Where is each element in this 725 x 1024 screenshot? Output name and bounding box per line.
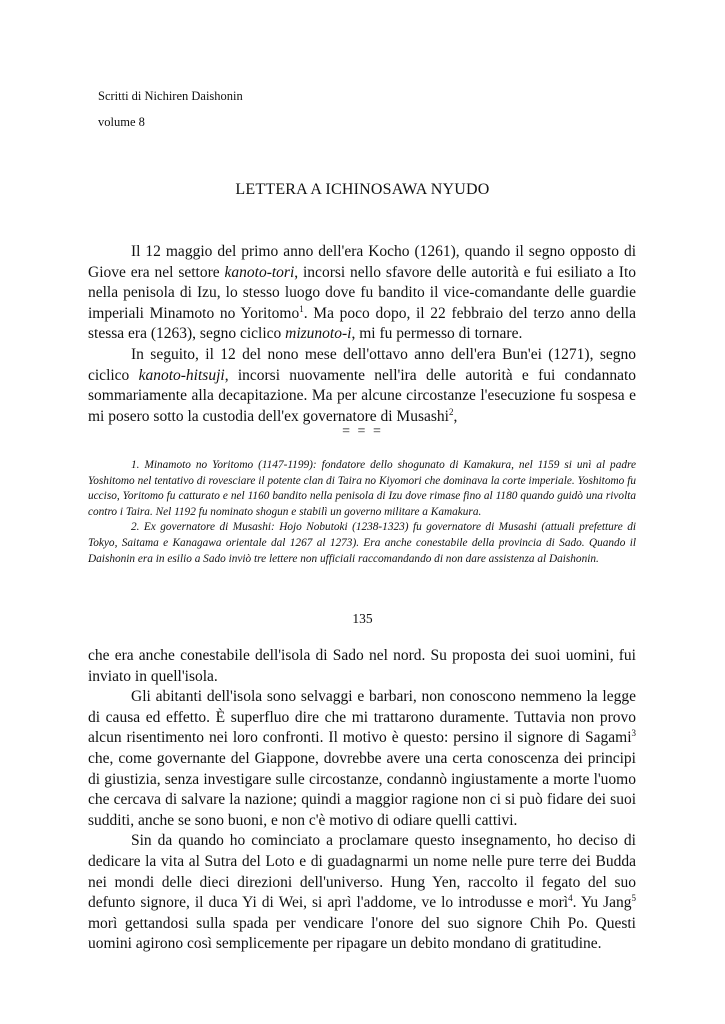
text-run: Il 12 maggio del primo anno dell'era Kocho (1261), quando il segno opposto di Giove era nel settore [88, 243, 636, 281]
text-run: Sin da quando ho cominciato a proclamare questo insegnamento, ho deciso di dedicare la vita al Sutra del Loto e di guadagnarmi un nome nelle pure terre dei Budda nei mondi delle dieci direzioni dell'universo. Hung Yen, raccolto il fegato del suo defunto signore, il duca Yi di Wei, si aprì l'addome, ve lo introdusse e morì [88, 832, 636, 912]
text-run: , incorsi nello sfavore delle autorità e fui esiliato a Ito nella penisola di Izu, lo stesso luogo dove fu bandito il vice-comandante delle guardie imperiali Minamoto no Yoritomo [88, 263, 636, 322]
text-run: . Ma poco dopo, il 22 febbraio del terzo anno della stessa era (1263), segno ciclico [88, 304, 636, 343]
text-run: , mi fu permesso di tornare. [351, 325, 523, 343]
page-title: LETTERA A ICHINOSAWA NYUDO [235, 181, 490, 198]
text-run: Gli abitanti dell'isola sono selvaggi e barbari, non conoscono nemmeno la legge di causa ed effetto. È superfluo dire che mi trattarono duramente. Tuttavia non provo alcun risentimento nei loro confronti. Il motivo è questo: persino il signore di Sagami [88, 688, 636, 747]
footnote-2: 2. Ex governatore di Musashi: Hojo Nobutoki (1238-1323) fu governatore di Musashi (attuali prefetture di Tokyo, Saitama e Kanagawa orientale dal 1267 al 1273). Era anche conestabile della provincia di Sado. Quando il Daishonin era in esilio a Sado inviò tre lettere non ufficiali raccomandando di non dare assistenza al Daishonin. [88, 521, 636, 565]
footnote-ref-1: 1 [299, 303, 304, 314]
footnote-ref-2: 2 [448, 406, 454, 417]
footnote-1: 1. Minamoto no Yoritomo (1147-1199): fondatore dello shogunato di Kamakura, nel 1159 si unì al padre Yoshitomo nel tentativo di rovesciare il potente clan di Taira no Kiyomori che dominava la corte imperiale. Yoshitomo fu ucciso, Yoritomo fu catturato e nel 1160 bandito nella penisola di Izu dove rimase fino al 1180 quando guidò una rivolta contro i Taira. Nel 1192 fu nominato shogun e stabilì un governo militare a Kamakura. [88, 459, 636, 518]
footnotes [88, 458, 636, 567]
header-volume: volume 8 [98, 115, 145, 129]
body-text-lower [88, 646, 636, 955]
paragraph-5 [88, 831, 636, 955]
footnote-ref-4: 4 [568, 892, 573, 903]
paragraph-3: che era anche conestabile dell'isola di Sado nel nord. Su proposta dei suoi uomini, fui inviato in quell'isola. [88, 647, 636, 685]
paragraph-4 [88, 687, 636, 831]
footnote-ref-5: 5 [631, 892, 636, 903]
italic-term: mizunoto-i [285, 325, 352, 343]
text-run: che, come governante del Giappone, dovrebbe avere una certa conoscenza dei principi di giustizia, senza investigare sulle circostanze, condannò ingiustamente a morte l'uomo che cercava di salvare la nazione; quindi a maggior ragione non ci si può fidare dei suoi sudditi, anche se sono buoni, e non c'è motivo di odiare quelli cattivi. [88, 749, 636, 829]
page-number: 135 [352, 611, 373, 626]
italic-term: kanoto-tori [224, 263, 295, 281]
separator: = = = [342, 424, 383, 439]
text-run: , [453, 407, 458, 425]
footnote-ref-3: 3 [631, 728, 636, 739]
body-text-upper [88, 242, 636, 427]
italic-term: kanoto-hitsuji [138, 366, 225, 384]
text-run: In seguito, il 12 del nono mese dell'ottavo anno dell'era Bun'ei (1271), segno ciclico [88, 345, 636, 384]
paragraph-2 [88, 345, 636, 427]
paragraph-1 [88, 242, 636, 345]
text-run: morì gettandosi sulla spada per vendicare l'onore del suo signore Chih Po. Questi uomini agirono così semplicemente per ripagare un debito mondano di gratitudine. [88, 914, 636, 953]
text-run: , incorsi nuovamente nell'ira delle autorità e fui condannato sommariamente alla decapitazione. Ma per alcune circostanze l'esecuzione fu sospesa e mi posero sotto la custodia dell'ex governatore di Musashi [88, 366, 636, 425]
text-run: . Yu Jang [572, 894, 632, 912]
header-collection: Scritti di Nichiren Daishonin [98, 89, 243, 103]
